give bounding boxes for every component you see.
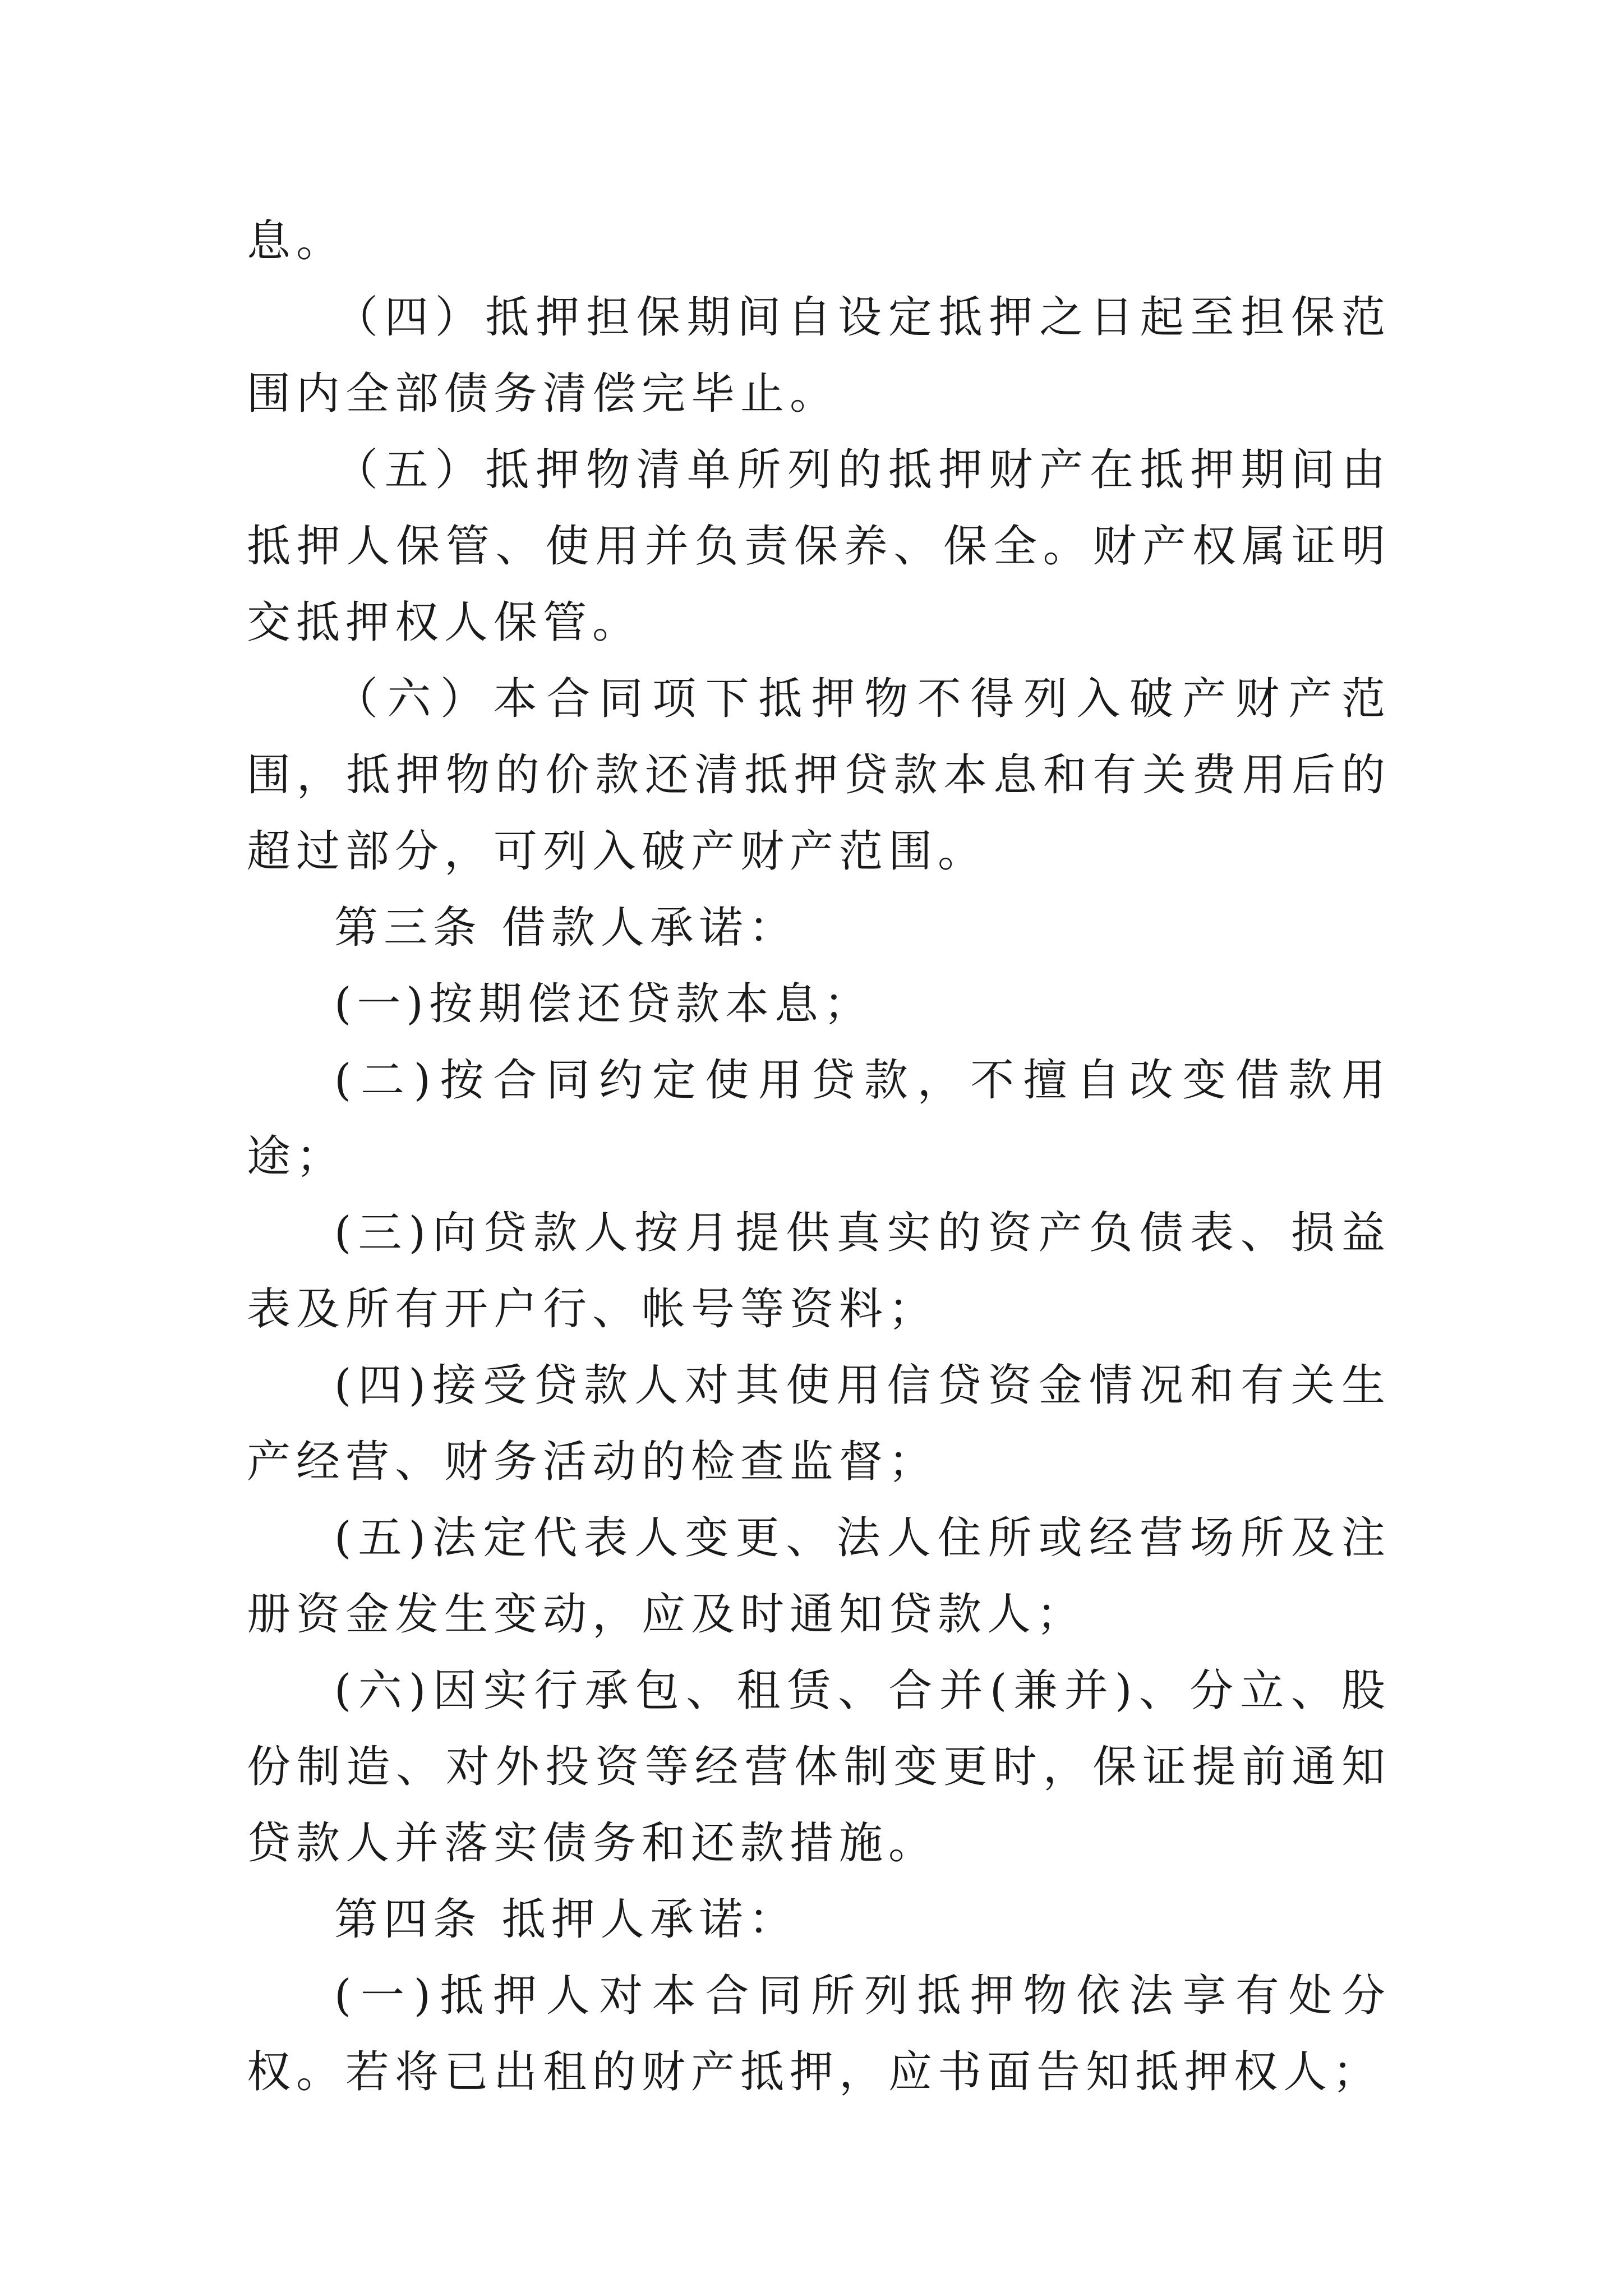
paragraph-clause-3-3: (三)向贷款人按月提供真实的资产负债表、损益表及所有开户行、帐号等资料； xyxy=(247,1208,1391,1335)
paragraph-clause-4-1: (一)抵押人对本合同所列抵押物依法享有处分权。若将已出租的财产抵押，应书面告知抵押权人； xyxy=(247,1971,1391,2097)
paragraph-clause-2-6: （六）本合同项下抵押物不得列入破产财产范围，抵押物的价款还清抵押贷款本息和有关费用后的超过部分，可列入破产财产范围。 xyxy=(247,674,1391,877)
document-body xyxy=(247,203,1391,2110)
paragraph-clause-3-4: (四)接受贷款人对其使用信贷资金情况和有关生产经营、财务活动的检查监督； xyxy=(247,1360,1391,1487)
paragraph-clause-3-6: (六)因实行承包、租赁、合并(兼并)、分立、股份制造、对外投资等经营体制变更时，保证提前通知贷款人并落实债务和还款措施。 xyxy=(247,1665,1391,1869)
paragraph-continuation: 息。 xyxy=(247,216,346,266)
paragraph-clause-2-5: （五）抵押物清单所列的抵押财产在抵押期间由抵押人保管、使用并负责保养、保全。财产权属证明交抵押权人保管。 xyxy=(247,445,1391,648)
section-title-article-3: 第三条 借款人承诺： xyxy=(334,903,798,953)
paragraph-clause-3-2: (二)按合同约定使用贷款，不擅自改变借款用途； xyxy=(247,1055,1391,1182)
paragraph-clause-3-1: (一)按期偿还贷款本息； xyxy=(334,979,873,1029)
section-title-article-4: 第四条 抵押人承诺： xyxy=(334,1894,798,1945)
paragraph-clause-2-4: （四）抵押担保期间自设定抵押之日起至担保范围内全部债务清偿完毕止。 xyxy=(247,292,1391,419)
paragraph-clause-3-5: (五)法定代表人变更、法人住所或经营场所及注册资金发生变动，应及时通知贷款人； xyxy=(247,1513,1391,1640)
